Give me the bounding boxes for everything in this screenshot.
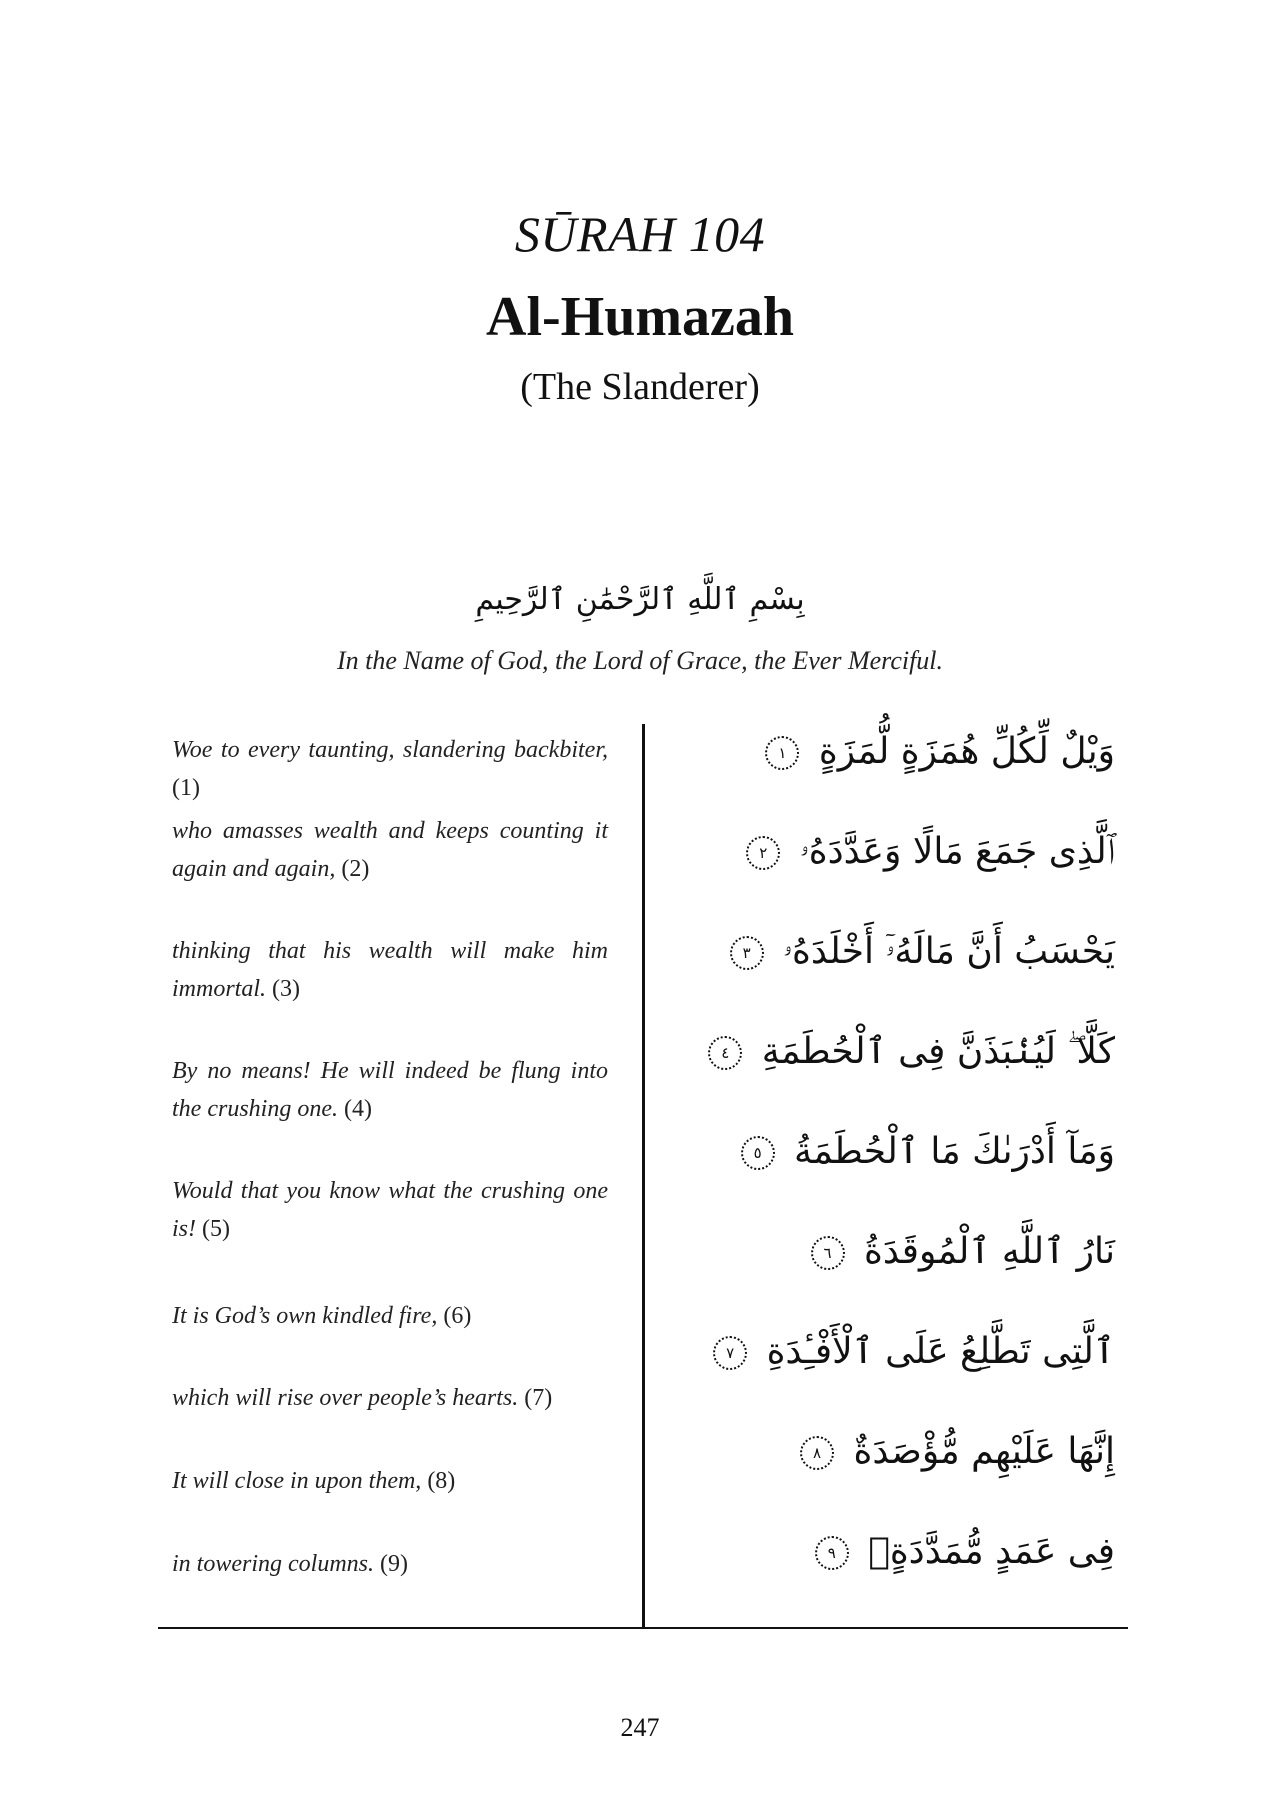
verse-text: Woe to every taunting, slandering backbiter, xyxy=(172,737,608,763)
verse-translation-8 xyxy=(172,1462,608,1500)
verse-arabic-text: كَلَّا ۖ لَيُنۢبَذَنَّ فِى ٱلْحُطَمَةِ xyxy=(761,1031,1115,1072)
verse-arabic-9 xyxy=(675,1528,1115,1576)
verse-arabic-2 xyxy=(675,828,1115,876)
verse-arabic-6 xyxy=(675,1228,1115,1276)
verse-arabic-5 xyxy=(675,1128,1115,1176)
verse-text: It will close in upon them, xyxy=(172,1468,422,1494)
verse-text: who amasses wealth and keeps counting it again and again, xyxy=(172,818,608,882)
verse-number: (3) xyxy=(272,976,300,1002)
verse-arabic-text: يَحْسَبُ أَنَّ مَالَهُۥٓ أَخْلَدَهُۥ xyxy=(783,931,1115,972)
verse-number: (8) xyxy=(427,1468,456,1494)
verse-arabic-text: ٱلَّذِى جَمَعَ مَالًا وَعَدَّدَهُۥ xyxy=(799,831,1115,872)
verse-translation-7 xyxy=(172,1379,608,1417)
verse-text: which will rise over people’s hearts. xyxy=(172,1385,519,1411)
ayah-number-marker: ٥ xyxy=(741,1136,775,1170)
verse-translation-9 xyxy=(172,1545,608,1583)
bottom-rule xyxy=(158,1627,1128,1629)
surah-number-heading: SŪRAH 104 xyxy=(514,206,766,262)
verse-translation-6 xyxy=(172,1297,608,1335)
ayah-number-marker: ٧ xyxy=(713,1336,747,1370)
ayah-number-marker: ٣ xyxy=(730,936,764,970)
verse-text: By no means! He will indeed be flung into the crushing one. xyxy=(172,1058,608,1122)
verse-translation-3 xyxy=(172,932,608,1008)
verse-number: (9) xyxy=(380,1551,408,1577)
column-divider xyxy=(642,724,645,1628)
verse-number: (2) xyxy=(341,856,370,882)
verse-translation-4 xyxy=(172,1052,608,1128)
verse-number: (1) xyxy=(172,775,200,801)
surah-meaning-subtitle: (The Slanderer) xyxy=(520,366,760,408)
verse-arabic-text: إِنَّهَا عَلَيْهِم مُّؤْصَدَةٌ xyxy=(853,1431,1115,1472)
verse-arabic-4 xyxy=(675,1028,1115,1076)
verse-text: It is God’s own kindled fire, xyxy=(172,1303,438,1329)
basmala-english: In the Name of God, the Lord of Grace, the Ever Merciful. xyxy=(336,646,944,675)
verse-arabic-text: نَارُ ٱللَّهِ ٱلْمُوقَدَةُ xyxy=(864,1231,1115,1272)
verse-arabic-8 xyxy=(675,1428,1115,1476)
verse-text: in towering columns. xyxy=(172,1551,374,1577)
verse-arabic-3 xyxy=(675,928,1115,976)
ayah-number-marker: ٢ xyxy=(746,836,780,870)
verse-translation-2 xyxy=(172,812,608,888)
ayah-number-marker: ١ xyxy=(765,736,799,770)
verse-arabic-7 xyxy=(675,1328,1115,1376)
ayah-number-marker: ٤ xyxy=(708,1036,742,1070)
verse-arabic-1 xyxy=(675,728,1115,776)
verse-arabic-text: فِى عَمَدٍ مُّمَدَّدَةٍۭ xyxy=(868,1531,1115,1572)
verse-arabic-text: ٱلَّتِى تَطَّلِعُ عَلَى ٱلْأَفْـِٔدَةِ xyxy=(766,1331,1115,1372)
verse-arabic-text: وَيْلٌ لِّكُلِّ هُمَزَةٍ لُّمَزَةٍ xyxy=(818,731,1115,772)
verse-text: Would that you know what the crushing one is! xyxy=(172,1178,608,1242)
verse-translation-5 xyxy=(172,1172,608,1248)
verse-arabic-text: وَمَآ أَدْرَىٰكَ مَا ٱلْحُطَمَةُ xyxy=(794,1131,1115,1172)
basmala-arabic-calligraphy: بِسْمِ ٱللَّهِ ٱلرَّحْمَٰنِ ٱلرَّحِيمِ xyxy=(475,582,805,617)
surah-name-title: Al-Humazah xyxy=(486,286,794,348)
verse-number: (4) xyxy=(343,1096,372,1122)
verse-number: (7) xyxy=(524,1385,553,1411)
ayah-number-marker: ٨ xyxy=(800,1436,834,1470)
verse-number: (6) xyxy=(443,1303,472,1329)
ayah-number-marker: ٩ xyxy=(815,1536,849,1570)
verse-text: thinking that his wealth will make him immortal. xyxy=(172,938,608,1002)
page-number: 247 xyxy=(620,1713,660,1742)
verse-translation-1 xyxy=(172,731,608,807)
verse-number: (5) xyxy=(202,1216,230,1242)
ayah-number-marker: ٦ xyxy=(811,1236,845,1270)
